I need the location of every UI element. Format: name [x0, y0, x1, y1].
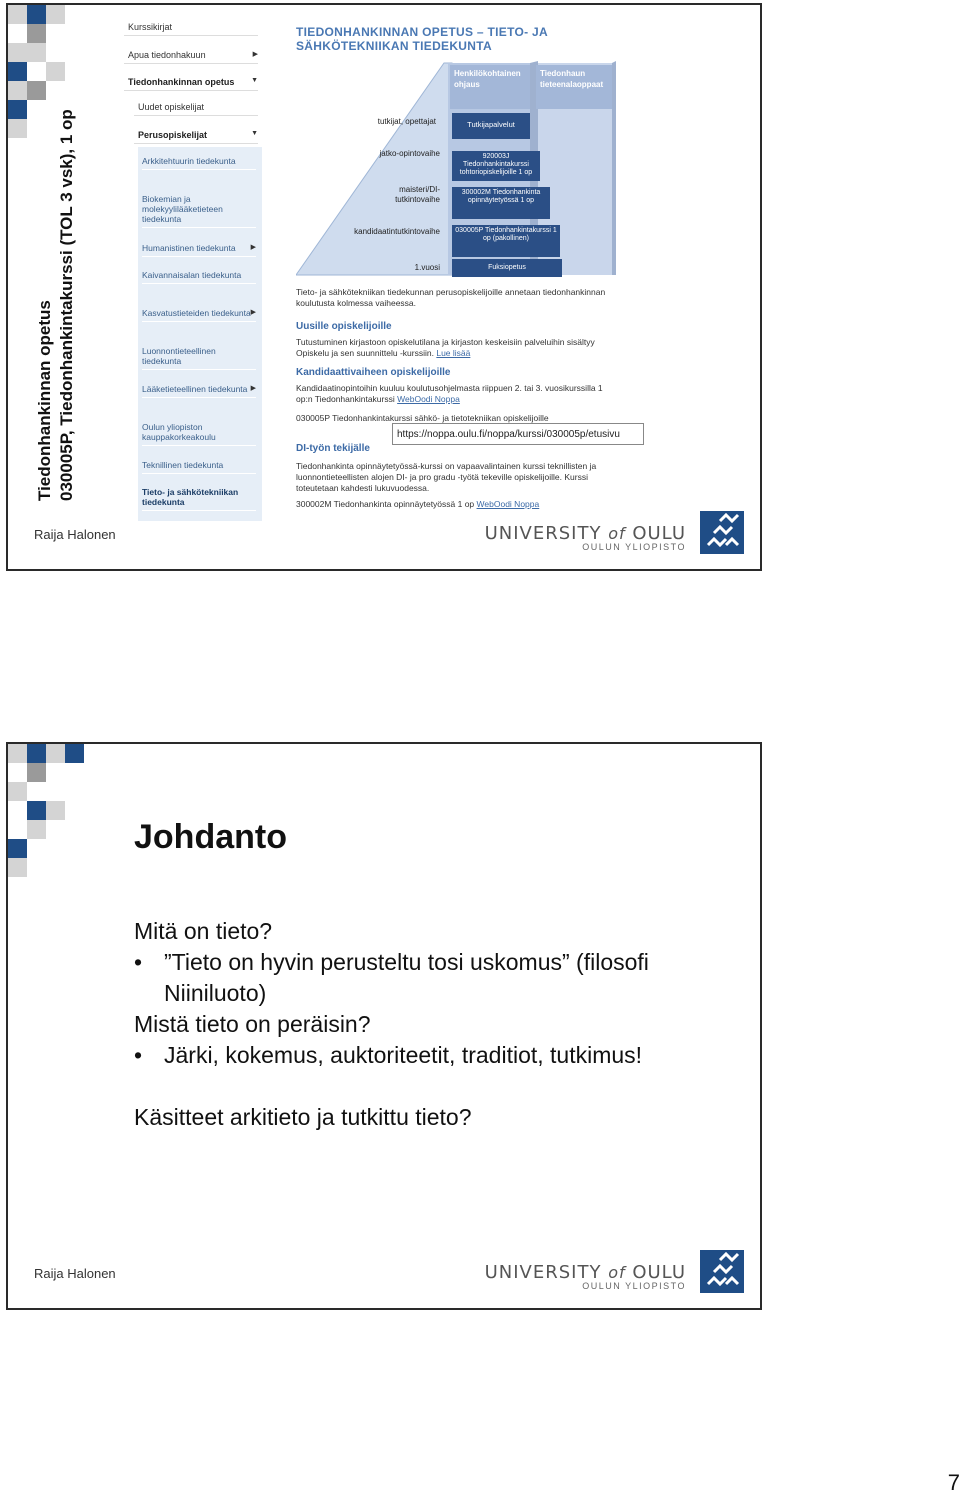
faculty-item-selected[interactable]: Tieto- ja sähkötekniikan tiedekunta [142, 487, 256, 511]
university-logo-text: UNIVERSITY of OULU OULUN YLIOPISTO [484, 1262, 686, 1291]
column-header: Tiedonhaun tieteenalaoppaat [536, 65, 612, 109]
read-more-link[interactable]: Lue lisää [436, 348, 471, 358]
blank-line [134, 1071, 734, 1102]
pyramid-level-label: kandidaatintutkintovaihe [354, 227, 440, 236]
body-line: Mitä on tieto? [134, 918, 273, 944]
section-heading: Uusille opiskelijoille [296, 321, 392, 332]
intro-text: Tieto- ja sähkötekniikan tiedekunnan perusopiskelijoille annetaan tiedonhankinnan koulutusta kolmessa vaiheessa. [296, 287, 606, 308]
faculty-item[interactable]: Kasvatustieteiden tiedekunta ▶ [142, 308, 256, 322]
section-text: Tiedonhankinta opinnäytetyössä-kurssi on vapaavalintainen kurssi teknillisten ja luonnontieteellisten alojen DI- ja pro gradu -työtä tekeville opiskelijoille. Kurssi toteutetaan kahdesti lukuvuodessa. [296, 461, 597, 493]
slide-body [134, 916, 734, 1133]
vertical-title-line-1: Tiedonhankinnan opetus [35, 300, 54, 501]
body-line: Käsitteet arkitieto ja tutkittu tieto? [134, 1104, 472, 1130]
university-logo-text: UNIVERSITY of OULU OULUN YLIOPISTO [484, 523, 686, 552]
pyramid-level-label: tutkijat, opettajat [377, 117, 436, 126]
nav-item-kurssikirjat[interactable]: Kurssikirjat [124, 19, 258, 36]
university-crest-icon [700, 511, 744, 554]
chevron-right-icon: ▶ [250, 385, 256, 392]
vertical-title-line-2: 030005P, Tiedonhankintakurssi (TOL 3 vsk), 1 op [57, 109, 76, 501]
slide-2 [6, 742, 762, 1310]
faculty-item[interactable]: Kaivannaisalan tiedekunta [142, 270, 256, 284]
section-text: Tutustuminen kirjastoon opiskelutilana ja kirjaston keskeisiin palveluihin sisältyy Opiskelu ja sen suunnittelu -kurssiin. Lue lisää [296, 337, 595, 358]
section-heading: Kandidaattivaiheen opiskelijoille [296, 367, 451, 378]
decorative-squares [8, 744, 98, 884]
faculty-item[interactable]: Teknillinen tiedekunta [142, 460, 256, 474]
section-text: 300002M Tiedonhankinta opinnäytetyössä 1 op WebOodi Noppa [296, 499, 540, 509]
pyramid-step: Tutkijapalvelut [452, 113, 530, 139]
faculty-item[interactable]: Lääketieteellinen tiedekunta ▶ [142, 384, 256, 398]
weboodi-noppa-link[interactable]: WebOodi Noppa [397, 394, 460, 404]
chevron-right-icon: ▶ [252, 51, 258, 58]
section-text: 030005P Tiedonhankintakurssi sähkö- ja tietotekniikan opiskelijoille [296, 413, 549, 423]
weboodi-noppa-link[interactable]: WebOodi Noppa [476, 499, 540, 509]
chevron-down-icon: ▼ [251, 130, 258, 137]
slide-1 [6, 3, 762, 571]
section-heading: DI-työn tekijälle [296, 443, 370, 454]
nav-item-perusopiskelijat[interactable]: Perusopiskelijat ▼ [134, 127, 258, 144]
chevron-right-icon: ▶ [250, 244, 256, 251]
faculty-item[interactable]: Luonnontieteellinen tiedekunta [142, 346, 256, 370]
pyramid-level-label: maisteri/DI-tutkintovaihe [395, 185, 440, 204]
faculty-item[interactable]: Oulun yliopiston kauppakorkeakoulu [142, 422, 256, 446]
pyramid-step: Fuksiopetus [452, 259, 562, 277]
author-name: Raija Halonen [34, 1266, 116, 1281]
pyramid-level-label: 1.vuosi [414, 263, 440, 272]
nav-item-tiedonhankinnan-opetus[interactable]: Tiedonhankinnan opetus ▼ [124, 74, 258, 91]
education-pyramid [296, 61, 616, 281]
vertical-slide-title [34, 41, 78, 501]
chevron-down-icon: ▼ [251, 77, 258, 84]
webpage-title: TIEDONHANKINNAN OPETUS – TIETO- JA SÄHKÖTEKNIIKAN TIEDEKUNTA [296, 25, 548, 53]
faculty-item[interactable]: Humanistinen tiedekunta ▶ [142, 243, 256, 257]
pyramid-step: 300002M Tiedonhankinta opinnäytetyössä 1 op [452, 187, 550, 219]
bullet-item: • ”Tieto on hyvin perusteltu tosi uskomus” (filosofi Niiniluoto) [134, 947, 734, 1009]
nav-item-uudet-opiskelijat[interactable]: Uudet opiskelijat [134, 99, 258, 116]
nav-item-apua-tiedonhakuun[interactable]: Apua tiedonhakuun ▶ [124, 47, 258, 64]
pyramid-level-label: jatko-opintovaihe [379, 149, 440, 158]
faculty-item[interactable]: Biokemian ja molekyylilääketieteen tiedekunta [142, 194, 256, 228]
bullet-item: • Järki, kokemus, auktoriteetit, traditiot, tutkimus! [134, 1040, 734, 1071]
course-url-callout[interactable]: https://noppa.oulu.fi/noppa/kurssi/030005p/etusivu [392, 423, 644, 445]
column-header: Henkilökohtainen ohjaus [450, 65, 530, 109]
pyramid-step: 030005P Tiedonhankintakurssi 1 op (pakollinen) [452, 225, 560, 257]
page-number: 7 [947, 1470, 960, 1495]
author-name: Raija Halonen [34, 527, 116, 542]
chevron-right-icon: ▶ [250, 309, 256, 316]
section-text: Kandidaatinopintoihin kuuluu koulutusohjelmasta riippuen 2. tai 3. vuosikurssilla 1 op:n Tiedonhankintakurssi WebOodi Noppa [296, 383, 603, 404]
pyramid-step: 920003J Tiedonhankintakurssi tohtoriopiskelijoille 1 op [452, 151, 540, 181]
slide-title: Johdanto [134, 818, 287, 856]
university-crest-icon [700, 1250, 744, 1293]
body-line: Mistä tieto on peräisin? [134, 1011, 371, 1037]
faculty-item[interactable]: Arkkitehtuurin tiedekunta [142, 156, 256, 170]
